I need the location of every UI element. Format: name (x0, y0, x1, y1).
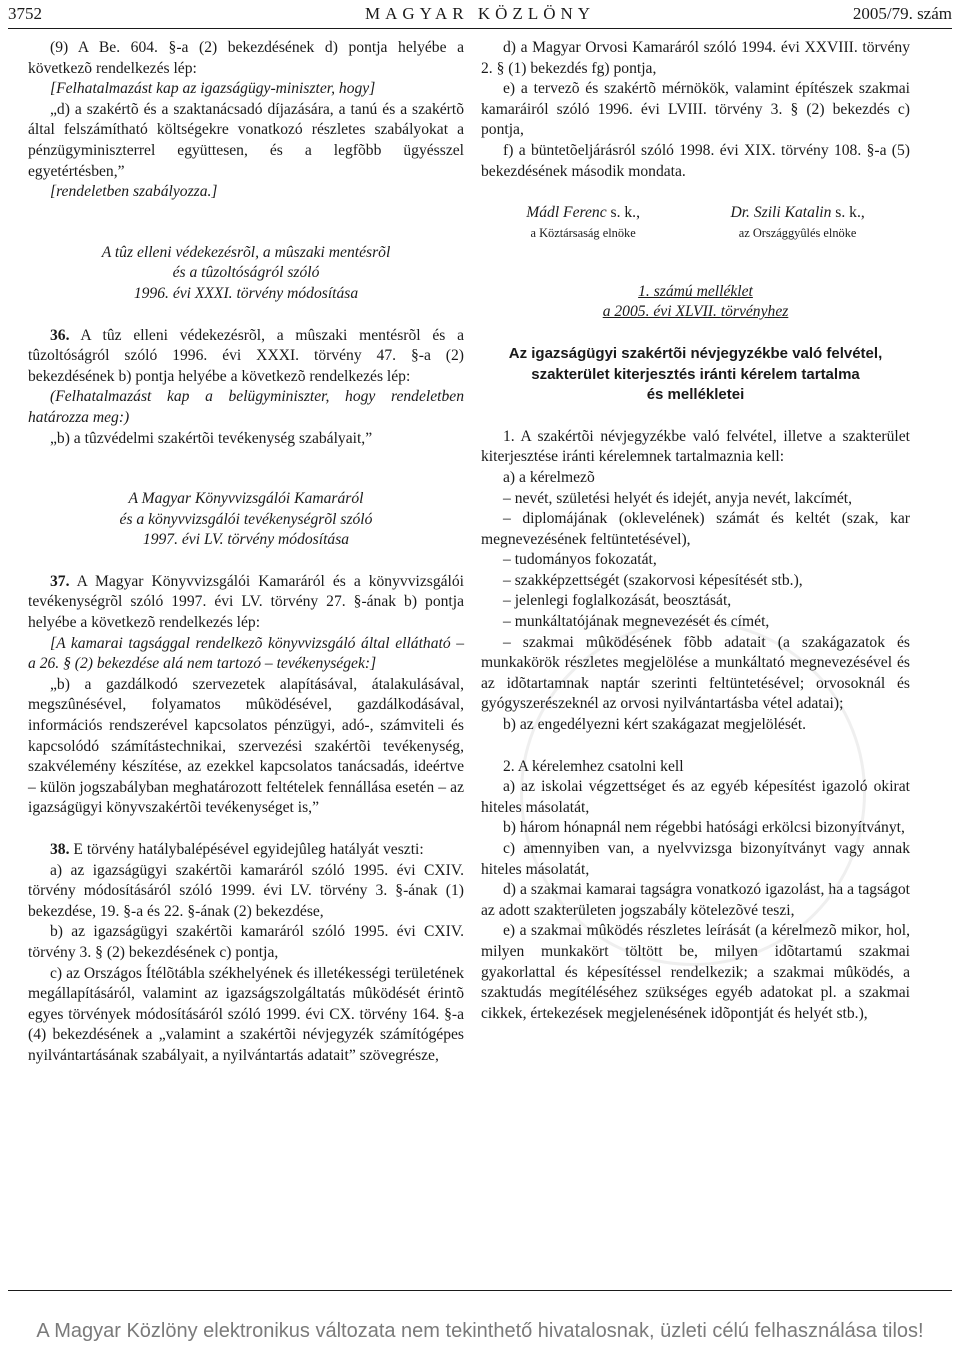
paragraph-38 (28, 840, 464, 861)
section-title-line: A tûz elleni védekezésrõl, a mûszaki mentésrõl (101, 243, 391, 261)
dash-item: – tudományos fokozatát, (481, 550, 910, 571)
paragraph: „b) a tûzvédelmi szakértõi tevékenység szabályait,” (50, 429, 373, 447)
page-header (8, 2, 952, 26)
paragraph: 2. A kérelemhez csatolni kell (503, 757, 684, 775)
paragraph: e) a szakmai mûködés részletes leírását (a kérelmezõ mikor, hol, milyen munkakört töltött be, milyen idõtartamú szakmai gyakorlattal és képesítéssel rendelkezik; a szakmai mûködés, a szaktudás megítéléséhez szükséges egyéb adatokat pl. a szakmai cikkek, értekezések megjelenésének idõpontját és helyét stb.), (481, 922, 910, 1022)
annex-title-line: szakterület kiterjesztés iránti kérelem tartalma (531, 365, 860, 383)
signatory-role: az Országgyûlés elnöke (738, 225, 857, 240)
paragraph-text: A Magyar Könyvvizsgálói Kamaráról és a könyvvizsgálói tevékenységrõl szóló 1997. évi LV. törvény 27. §-ának b) pontja helyébe a következõ rendelkezés lép: (28, 572, 464, 632)
dash-item: – nevét, születési helyét és idejét, anyja nevét, lakcímét, (481, 489, 910, 510)
paragraph: b) az engedélyezni kért szakágazat megjelölését. (503, 716, 807, 734)
paragraph: [rendeletben szabályozza.] (50, 183, 218, 201)
signatory-suffix: s. k., (831, 204, 865, 222)
section-number: 36. (50, 326, 70, 344)
paragraph: e) a tervezõ és szakértõ mérnökök, valamint építészek szakmai kamaráiról szóló 1996. évi LVIII. törvény 3. § (2) bekezdés c) pontja, (481, 80, 910, 139)
paragraph-text: E törvény hatálybalépésével egyidejûleg hatályát veszti: (69, 841, 424, 858)
paragraph: „d) a szakértõ és a szaktanácsadó díjazására, a tanú és a szakértõ által felszámítható költségekre vonatkozó részletes szabályokat a pénzügyminiszterrel együttesen, és a legfõbb ügyésszel egyetértésben,” (28, 100, 464, 180)
signature-president (526, 203, 640, 242)
signatory-name: Mádl Ferenc (526, 204, 607, 222)
signature-speaker (730, 203, 864, 242)
footer-notice: A Magyar Közlöny elektronikus változata nem tekinthető hivatalosnak, üzleti célú felhasználása tilos! (36, 1320, 924, 1342)
section-title-line: A Magyar Könyvvizsgálói Kamaráról (128, 490, 364, 508)
annex-reference: 1. számú melléklet (638, 282, 753, 300)
dash-item: – szakmai mûködésének fõbb adatait (a szakágazatok és munkakörök részletes megjelölése a munkáltató megnevezésével és az idõtartamnak naptár szerinti feltüntetésével; orvosoknál és gyógyszerészeknél az orvosi nyilvántartásba vétel adatai); (481, 633, 910, 715)
signatures (481, 203, 910, 242)
left-column (28, 38, 464, 1067)
annex-title-line: Az igazságügyi szakértõi névjegyzékbe való felvétel, (508, 344, 883, 362)
paragraph: b) három hónapnál nem régebbi hatósági erkölcsi bizonyítványt, (503, 819, 905, 837)
section-title-line: és a könyvvizsgálói tevékenységrõl szóló (119, 510, 373, 528)
signatory-suffix: s. k., (606, 204, 640, 222)
paragraph-37 (28, 572, 464, 634)
annex-title-line: és mellékletei (646, 386, 745, 404)
paragraph: a) az igazságügyi szakértõi kamaráról szóló 1995. évi CXIV. törvény módosításáról szóló 1999. évi LV. törvény 3. §-ának (1) bekezdése, 19. §-a és 22. §-ának (2) bekezdése, (28, 861, 464, 920)
paragraph: c) amennyiben van, a nyelvvizsga bizonyítványt vagy annak hiteles másolatát, (481, 840, 910, 878)
paragraph: 1. A szakértõi névjegyzékbe való felvétel, illetve a szakterület kiterjesztése iránti kérelemnek tartalmaznia kell: (481, 427, 910, 466)
dash-item: – diplomájának (oklevelének) számát és keltét (szak, kar megnevezésének feltüntetésével), (481, 509, 910, 550)
right-column (481, 38, 910, 1024)
paragraph: f) a büntetõeljárásról szóló 1998. évi XIX. törvény 108. §-a (5) bekezdésének második mondata. (481, 141, 910, 180)
paragraph: „b) a gazdálkodó szervezetek alapításával, átalakulásával, megszûnésével, folyamatos mûködésével, gazdálkodásával, információs rendszerével kapcsolatos pénzügyi, adó-, számviteli és kapcsolódó számítástechnikai, szervezési szakértõi tevékenység, szakvélemény készítése, az ezekkel kapcsolatos tanácsadás, ideértve – külön jogszabályban meghatározott feltételek fennállása esetén – az igazságügyi könyvszakértõi tevékenységet is,” (28, 675, 464, 817)
paragraph-36 (28, 326, 464, 388)
dash-item: – szakképzettségét (szakorvosi képesítését stb.), (481, 571, 910, 592)
page-number: 3752 (8, 4, 42, 23)
paragraph: a) az iskolai végzettséget és az egyéb képesítést igazoló okirat hiteles másolatát, (481, 778, 910, 816)
paragraph: [A kamarai tagsággal rendelkezõ könyvvizsgáló által ellátható – a 26. § (2) bekezdése alá nem tartozó – tevékenységek:] (28, 634, 464, 673)
section-number: 38. (50, 841, 70, 858)
paragraph: d) a Magyar Orvosi Kamaráról szóló 1994. évi XXVIII. törvény 2. § (1) bekezdés fg) pontja, (481, 39, 910, 77)
paragraph: (Felhatalmazást kap a belügyminiszter, hogy rendeletben határozza meg:) (28, 388, 464, 426)
footer-divider (8, 1290, 952, 1291)
paragraph: b) az igazságügyi szakértõi kamaráról szóló 1995. évi CXIV. törvény 3. § (2) bekezdésének c) pontja, (28, 923, 464, 961)
section-number: 37. (50, 572, 70, 590)
section-title-line: 1996. évi XXXI. törvény módosítása (133, 284, 359, 302)
paragraph: c) az Országos Ítélõtábla székhelyének és illetékességi területének megállapításáról, valamint az igazságszolgáltatás mûködését érintõ egyes törvények módosításáról szóló 1999. évi CX. törvény 164. §-a (4) bekezdésének a „valamint a szakértõi névjegyzék számítógépes nyilvántartásának szabályait, a nyilvántartás adatait” szövegrésze, (28, 964, 464, 1064)
issue-number: 2005/79. szám (852, 4, 952, 23)
signatory-name: Dr. Szili Katalin (730, 204, 832, 222)
section-title-line: és a tûzoltóságról szóló (172, 264, 320, 282)
dash-item: – munkáltatójának megnevezését és címét, (481, 612, 910, 633)
header-divider (8, 28, 952, 29)
signatory-role: a Köztársaság elnöke (530, 225, 636, 240)
journal-title: MAGYAR KÖZLÖNY (364, 4, 596, 23)
paragraph: a) a kérelmezõ (503, 468, 595, 486)
paragraph: d) a szakmai kamarai tagságra vonatkozó igazolást, ha a tagságot az adott szakterületen jogszabály kötelezõvé teszi, (481, 881, 910, 919)
paragraph-text: A tûz elleni védekezésrõl, a mûszaki mentésrõl és a tûzoltóságról szóló 1996. évi XXXI. törvény 47. §-a (2) bekezdésének b) pontja helyébe a következõ rendelkezés lép: (28, 326, 464, 385)
paragraph: [Felhatalmazást kap az igazságügy-miniszter, hogy] (50, 80, 376, 98)
section-title-line: 1997. évi LV. törvény módosítása (142, 531, 350, 549)
annex-reference: a 2005. évi XLVII. törvényhez (602, 303, 789, 321)
paragraph: (9) A Be. 604. §-a (2) bekezdésének d) pontja helyébe a következõ rendelkezés lép: (28, 39, 464, 77)
dash-item: – jelenlegi foglalkozását, beosztását, (481, 591, 910, 612)
